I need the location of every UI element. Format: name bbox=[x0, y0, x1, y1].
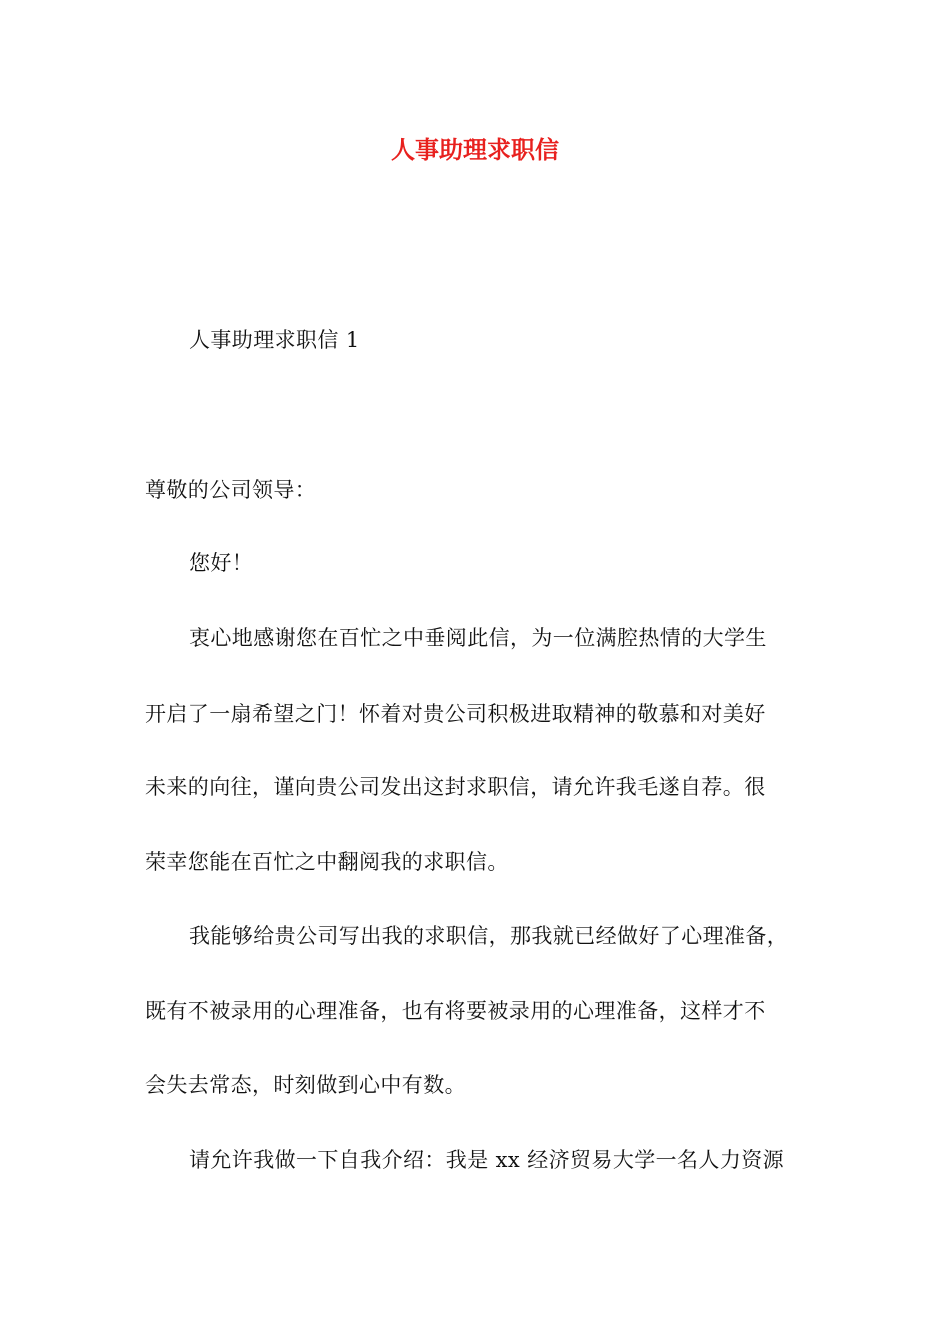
paragraph-line: 衷心地感谢您在百忙之中垂阅此信，为一位满腔热情的大学生 bbox=[189, 626, 767, 650]
paragraph-line: 我能够给贵公司写出我的求职信，那我就已经做好了心理准备， bbox=[189, 924, 789, 948]
greeting: 您好！ bbox=[189, 551, 254, 575]
paragraph-line: 会失去常态，时刻做到心中有数。 bbox=[145, 1073, 466, 1097]
paragraph-line: 既有不被录用的心理准备，也有将要被录用的心理准备，这样才不 bbox=[145, 999, 766, 1023]
paragraph-line: 开启了一扇希望之门！怀着对贵公司积极进取精神的敬慕和对美好 bbox=[145, 702, 766, 726]
paragraph-line: 荣幸您能在百忙之中翻阅我的求职信。 bbox=[145, 850, 509, 874]
document-title: 人事助理求职信 bbox=[391, 135, 559, 164]
paragraph-line: 未来的向往，谨向贵公司发出这封求职信，请允许我毛遂自荐。很 bbox=[145, 775, 766, 799]
salutation: 尊敬的公司领导： bbox=[145, 478, 317, 502]
section-heading: 人事助理求职信 1 bbox=[189, 328, 360, 352]
paragraph-line: 请允许我做一下自我介绍：我是 xx 经济贸易大学一名人力资源 bbox=[189, 1148, 785, 1172]
